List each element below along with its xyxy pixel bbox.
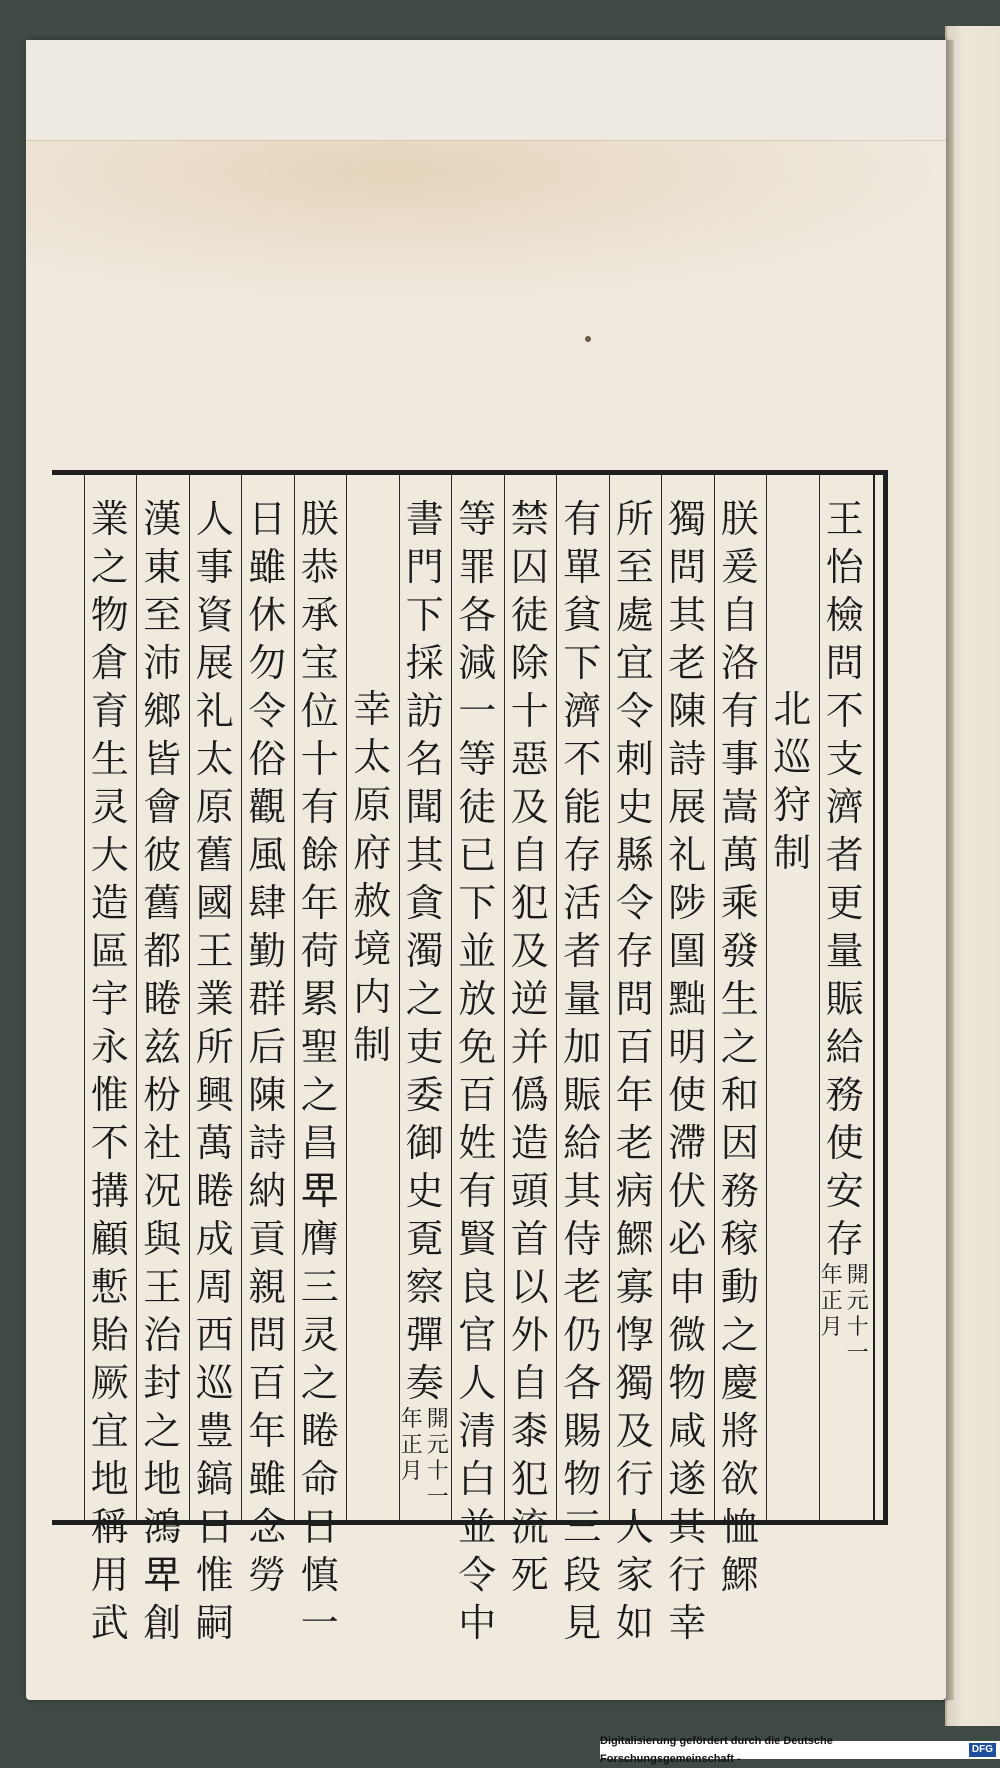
page-top-margin xyxy=(26,40,946,141)
date-annotation xyxy=(819,1263,871,1367)
text-column xyxy=(84,495,137,1647)
ink-spot xyxy=(585,336,591,342)
column-text: 書門下採訪名聞其貪濁之吏委御史覔察彈奏 xyxy=(405,497,444,1405)
heading-column xyxy=(346,685,399,1069)
text-column xyxy=(714,495,767,1599)
text-column xyxy=(609,495,662,1647)
column-text: 禁囚徒除十惡及自犯及逆并僞造頭首以外自桼犯流死 xyxy=(510,497,549,1597)
text-column xyxy=(136,495,189,1647)
column-text: 業之物倉育生灵大造區宇永惟不搆顧慙貽厥宜地稱用武 xyxy=(90,497,129,1645)
column-text: 朕恭承宝位十有餘年荷累聖之昌𤰞膺三灵之睠命日慎一 xyxy=(300,497,339,1645)
column-text: 日雖休勿令俗觀風肆勤群后陳詩納貢親問百年雖念勞 xyxy=(248,497,287,1597)
annotation-line: 開元十一 xyxy=(846,1263,869,1366)
text-column xyxy=(451,495,504,1647)
paper-stain xyxy=(26,140,946,300)
text-column xyxy=(241,495,294,1599)
digitization-credit xyxy=(600,1735,1000,1765)
text-column xyxy=(294,495,347,1647)
column-text: 有單貧下濟不能存活者量加賑給其侍老仍各賜物三段見 xyxy=(563,497,602,1645)
column-text: 獨問其老陳詩展礼陟𡈁黜明使滯伏必申微物咸遂其行幸 xyxy=(668,497,707,1645)
heading-column xyxy=(766,685,819,877)
page-gutter xyxy=(946,40,954,1700)
frame-inner-rule xyxy=(873,475,875,1520)
column-text: 等罪各減一等徒已下並放免百姓有賢良官人清白並令中 xyxy=(458,497,497,1645)
column-text: 王怡檢問不支濟者更量賑給務使安存 xyxy=(825,497,864,1261)
annotation-line: 年正月 xyxy=(400,1407,423,1484)
column-rule xyxy=(766,475,767,1520)
section-title: 北巡狩制 xyxy=(773,687,812,875)
column-text: 朕爰自洛有事嵩萬乘發生之和因務稼動之慶將欲恤鰥 xyxy=(720,497,759,1597)
text-column xyxy=(556,495,609,1647)
credit-text: Digitalisierung gefördert durch die Deutsche Forschungsgemeinschaft - xyxy=(600,1735,833,1765)
section-title: 幸太原府赦境内制 xyxy=(353,687,392,1067)
text-column xyxy=(189,495,242,1647)
text-column xyxy=(819,495,872,1367)
column-text: 漢東至沛鄉皆會彼舊都睠兹枌社况與王治封之地鴻𤰞創 xyxy=(143,497,182,1645)
text-column xyxy=(661,495,714,1647)
annotation-line: 開元十一 xyxy=(426,1407,449,1510)
date-annotation xyxy=(399,1407,451,1511)
annotation-line: 年正月 xyxy=(820,1263,843,1340)
text-column xyxy=(504,495,557,1599)
text-block-frame xyxy=(52,470,888,1645)
dfg-logo: DFG xyxy=(969,1743,996,1757)
column-text: 所至處宜令刺史縣令存問百年老病鰥寡惸獨及行人家如 xyxy=(615,497,654,1645)
text-column xyxy=(399,495,452,1511)
book-page xyxy=(26,40,946,1700)
column-text: 人事資展礼太原舊國王業所興萬睠成周西巡豊鎬日惟嗣 xyxy=(195,497,234,1645)
